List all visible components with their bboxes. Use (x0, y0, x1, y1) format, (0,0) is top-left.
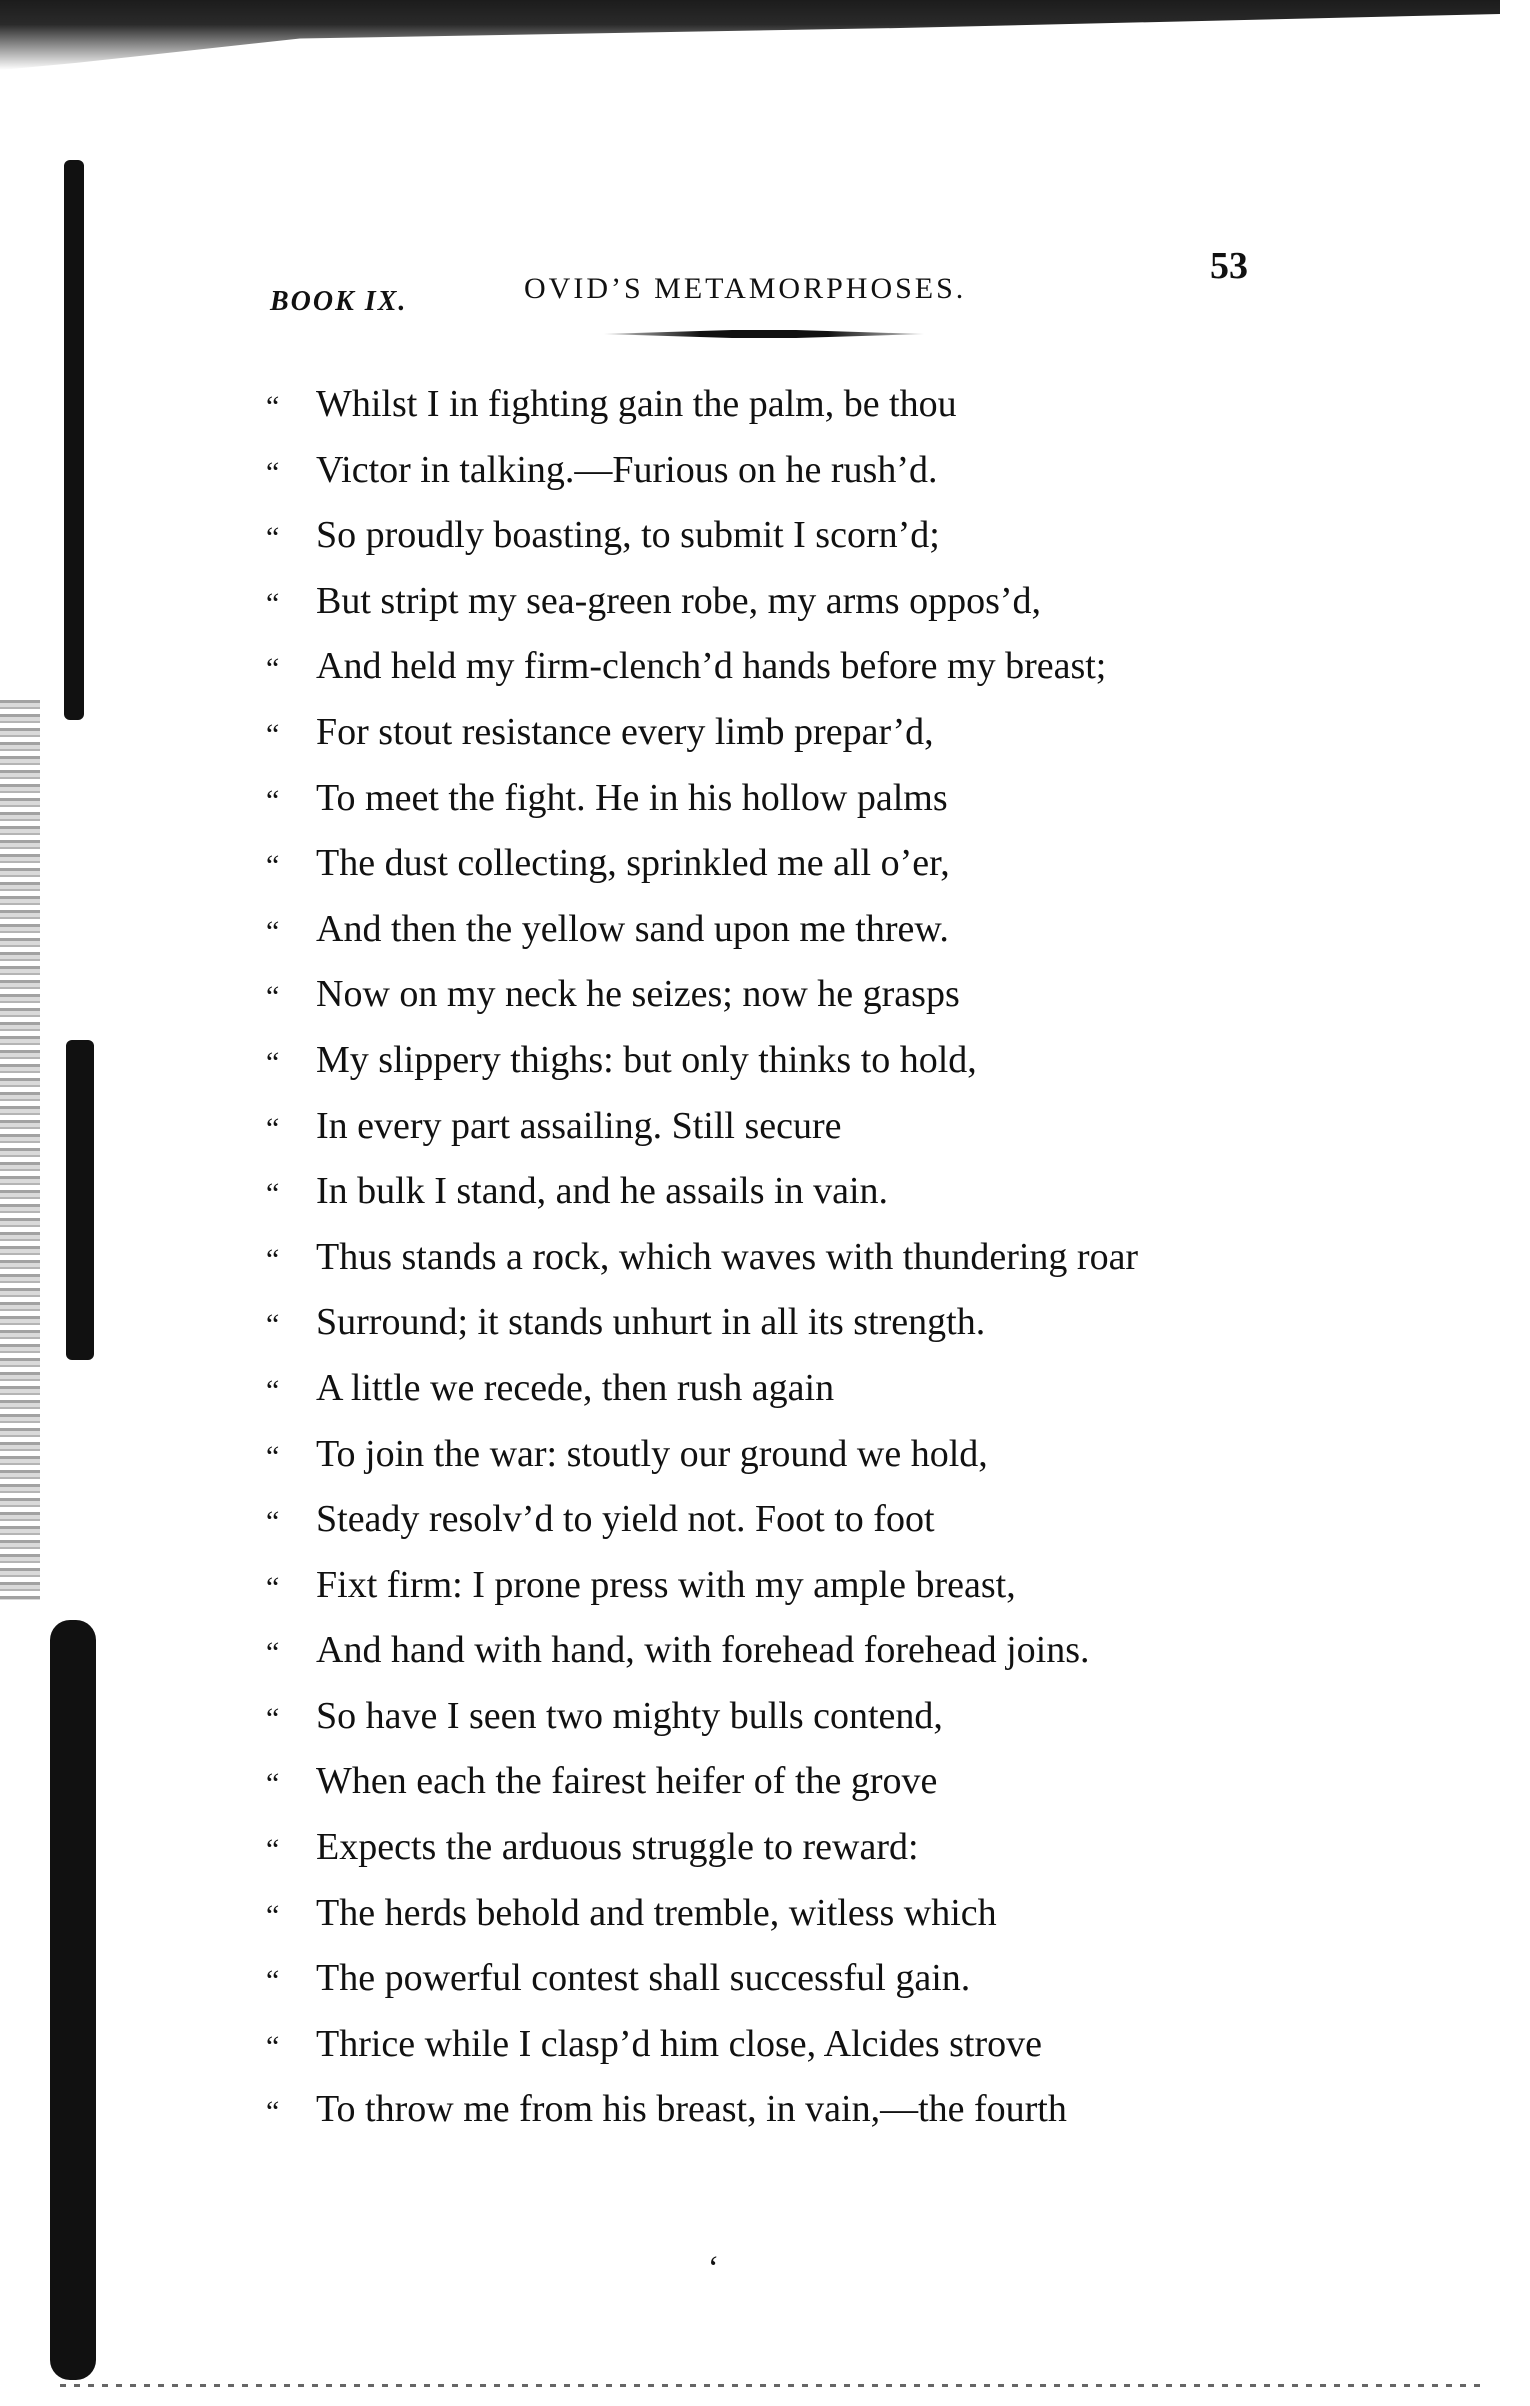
binding-mark (66, 1040, 94, 1360)
quote-mark: “ (266, 980, 280, 1014)
verse-line (266, 766, 1266, 832)
verse-line (266, 1290, 1266, 1356)
verse-line (266, 1225, 1266, 1291)
verse-line (266, 1094, 1266, 1160)
quote-mark: “ (266, 1373, 280, 1407)
quote-mark: “ (266, 1636, 280, 1670)
verse-line (266, 831, 1266, 897)
quote-mark: “ (266, 1767, 280, 1801)
quote-mark: “ (266, 1439, 280, 1473)
quote-mark: “ (266, 652, 280, 686)
verse-text: A little we recede, then rush again (316, 1366, 835, 1409)
verse-line (266, 438, 1266, 504)
quote-mark: “ (266, 1701, 280, 1735)
verse-line (266, 897, 1266, 963)
verse-line (266, 1422, 1266, 1488)
verse-line (266, 1553, 1266, 1619)
verse-text: In bulk I stand, and he assails in vain. (316, 1170, 889, 1213)
verse-line (266, 1684, 1266, 1750)
verse-line (266, 2012, 1266, 2078)
quote-mark: “ (266, 1177, 280, 1211)
verse-text: To meet the fight. He in his hollow palms (316, 776, 948, 819)
verse-text: Fixt firm: I prone press with my ample breast, (316, 1563, 1016, 1606)
verse-line (266, 503, 1266, 569)
verse-text: The powerful contest shall successful gain. (316, 1957, 971, 2000)
verse-line (266, 2077, 1266, 2143)
verse-line (266, 569, 1266, 635)
running-head (270, 245, 1270, 332)
verse-text: And held my firm-clench’d hands before my breast; (316, 645, 1107, 688)
verse-text: Now on my neck he seizes; now he grasps (316, 973, 960, 1016)
verse-line (266, 962, 1266, 1028)
quote-mark: “ (266, 1570, 280, 1604)
quote-mark: “ (266, 2029, 280, 2063)
verse-text: To join the war: stoutly our ground we hold, (316, 1432, 988, 1475)
quote-mark: “ (266, 1242, 280, 1276)
quote-mark: “ (266, 1833, 280, 1867)
quote-mark: “ (266, 455, 280, 489)
verse-text: The herds behold and tremble, witless which (316, 1891, 997, 1934)
verse-text: Steady resolv’d to yield not. Foot to foot (316, 1498, 935, 1541)
verse-text: My slippery thighs: but only thinks to hold, (316, 1038, 977, 1081)
verse-line (266, 1159, 1266, 1225)
page-title: OVID’S METAMORPHOSES. (524, 272, 967, 305)
quote-mark: “ (266, 717, 280, 751)
page-number: 53 (1210, 245, 1248, 287)
verse-text: And then the yellow sand upon me threw. (316, 907, 949, 950)
verse-list (266, 372, 1266, 2143)
quote-mark: “ (266, 1308, 280, 1342)
verse-text: But stript my sea-green robe, my arms oppos’d, (316, 579, 1042, 622)
quote-mark: “ (266, 914, 280, 948)
verse-line (266, 1881, 1266, 1947)
verse-line (266, 1946, 1266, 2012)
verse-text: Thrice while I clasp’d him close, Alcides strove (316, 2022, 1043, 2065)
verse-line (266, 372, 1266, 438)
verse-text: For stout resistance every limb prepar’d, (316, 710, 934, 753)
verse-line (266, 1356, 1266, 1422)
verse-text: Victor in talking.—Furious on he rush’d. (316, 448, 938, 491)
quote-mark: “ (266, 849, 280, 883)
quote-mark: “ (266, 783, 280, 817)
quote-mark: “ (266, 1505, 280, 1539)
verse-line (266, 1028, 1266, 1094)
quote-mark: “ (266, 1964, 280, 1998)
verse-text: Expects the arduous struggle to reward: (316, 1826, 919, 1869)
quote-mark: “ (266, 390, 280, 423)
scan-edge-bottom (60, 2384, 1480, 2387)
quote-mark: “ (266, 1045, 280, 1079)
verse-text: In every part assailing. Still secure (316, 1104, 842, 1147)
verse-text: The dust collecting, sprinkled me all o’er, (316, 842, 950, 885)
verse-text: To throw me from his breast, in vain,—the fourth (316, 2088, 1067, 2131)
verse-line (266, 1815, 1266, 1881)
verse-text: Thus stands a rock, which waves with thundering roar (316, 1235, 1139, 1278)
book-label: BOOK IX. (270, 286, 408, 317)
verse-line (266, 634, 1266, 700)
quote-mark: “ (266, 1898, 280, 1932)
verse-line (266, 1487, 1266, 1553)
verse-text: When each the fairest heifer of the grove (316, 1760, 938, 1803)
verse-text: Whilst I in fighting gain the palm, be thou (316, 383, 957, 425)
verse-text: So proudly boasting, to submit I scorn’d; (316, 514, 940, 557)
binding-mark (50, 1620, 96, 2380)
quote-mark: “ (266, 2095, 280, 2129)
quote-mark: “ (266, 1111, 280, 1145)
verse-text: Surround; it stands unhurt in all its strength. (316, 1301, 986, 1344)
quote-mark: “ (266, 586, 280, 620)
verse-text: And hand with hand, with forehead forehead joins. (316, 1629, 1090, 1672)
verse-line (266, 1749, 1266, 1815)
verse-line (266, 700, 1266, 766)
footer-mark: ‘ (706, 2250, 718, 2287)
quote-mark: “ (266, 521, 280, 555)
binding-mark (64, 160, 84, 720)
scan-shadow-top (0, 0, 1500, 70)
verse-line (266, 1618, 1266, 1684)
scan-edge-left (0, 700, 40, 1600)
verse-text: So have I seen two mighty bulls contend, (316, 1694, 943, 1737)
